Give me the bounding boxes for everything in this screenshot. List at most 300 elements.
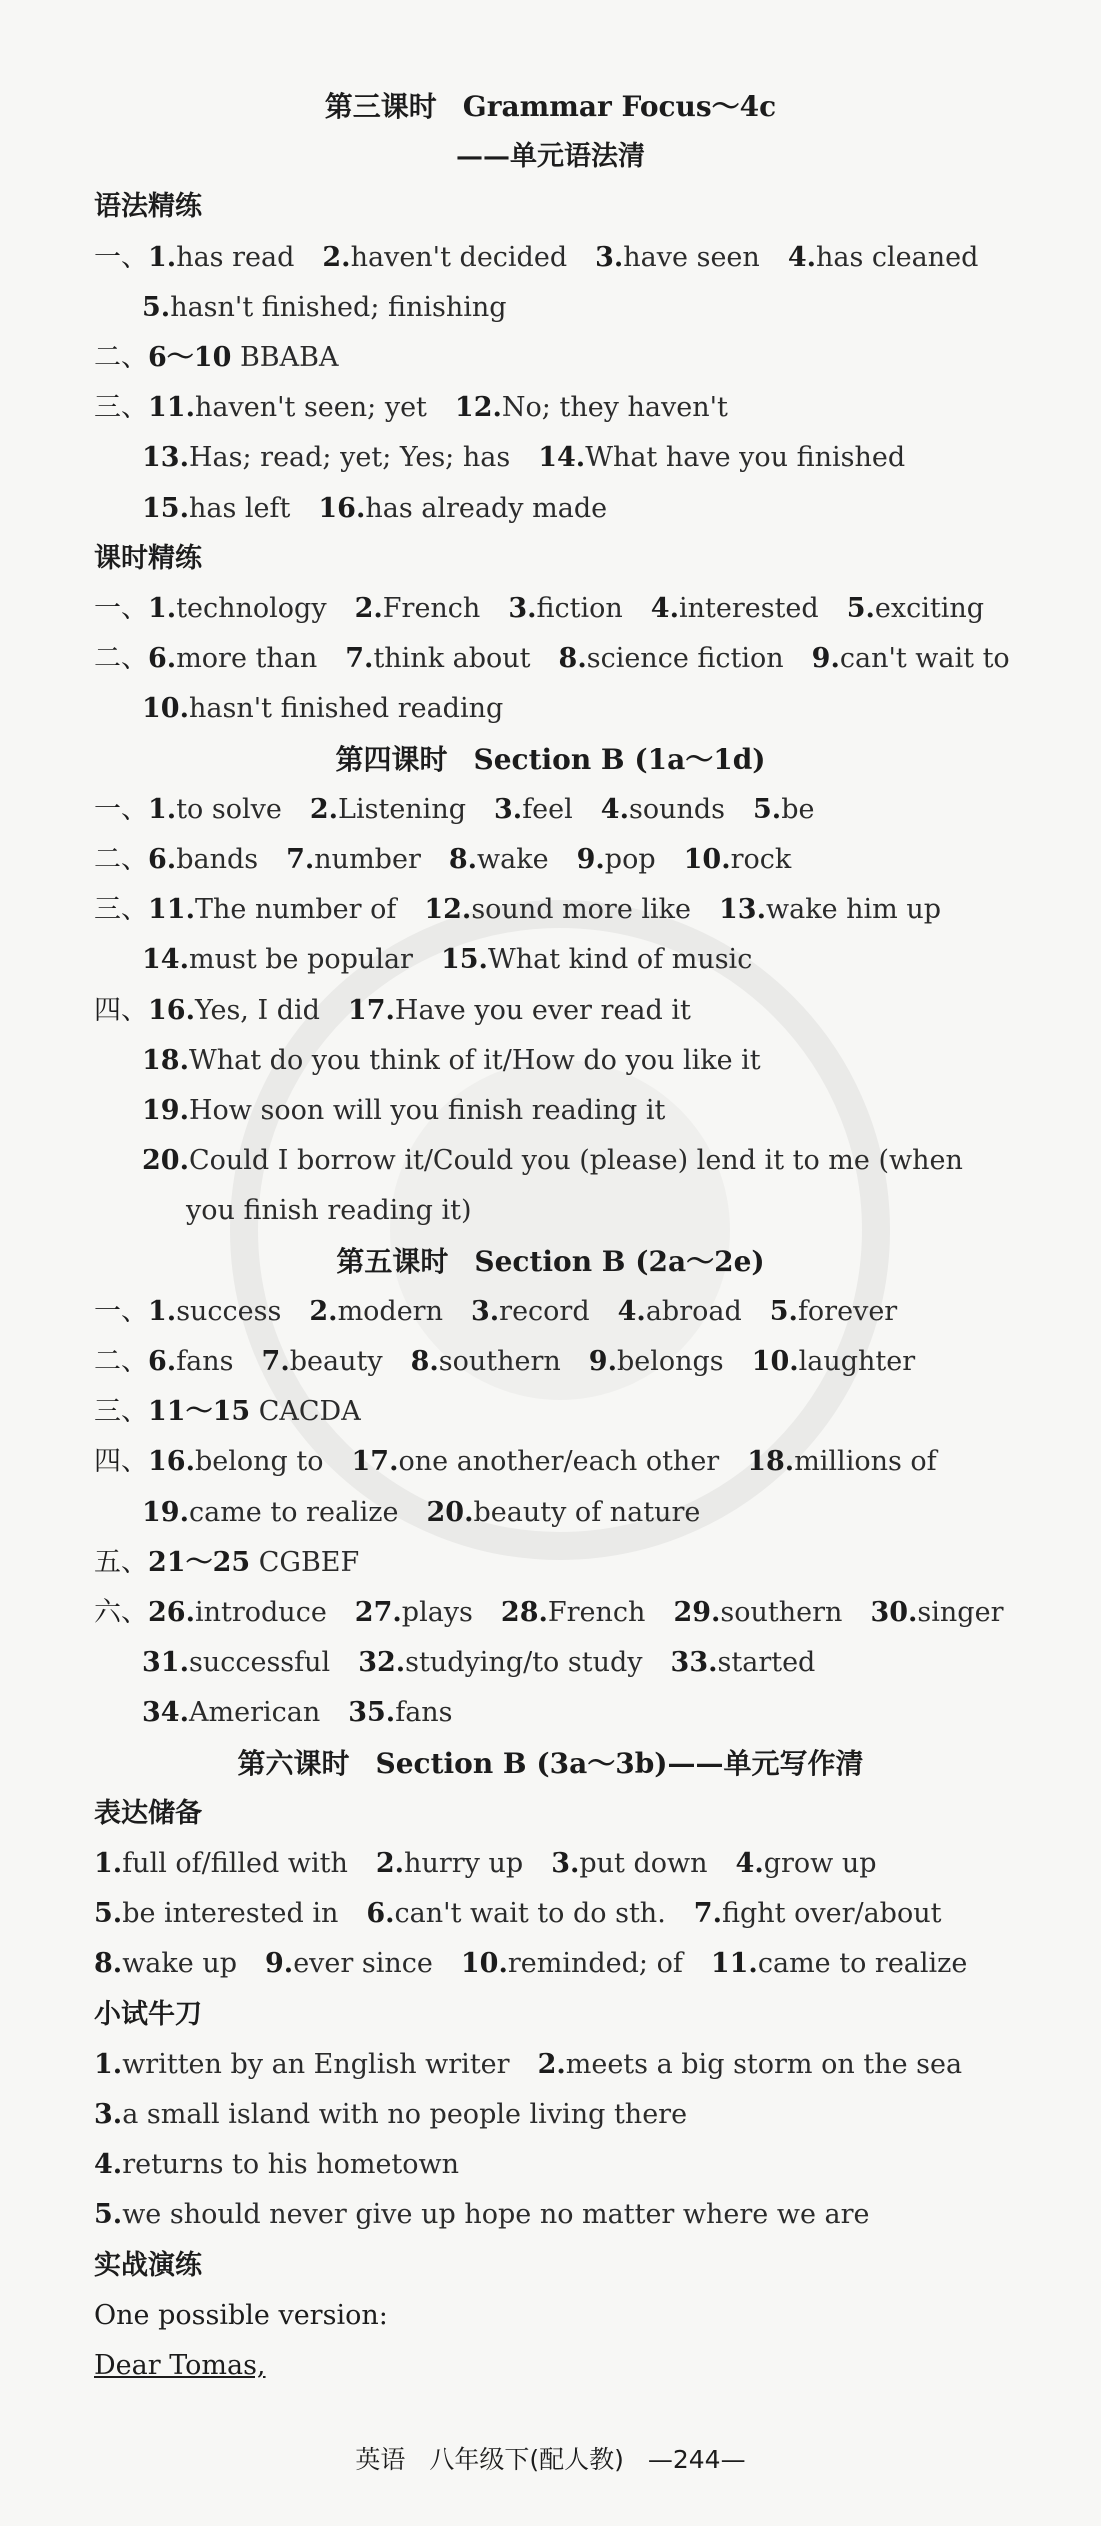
answer-text: Have you ever read it (394, 994, 691, 1026)
answer-row (0, 383, 1101, 433)
answer-row (0, 1688, 1101, 1738)
answer-text: French (382, 593, 481, 624)
answer-text: must be popular (188, 944, 413, 976)
answer-text: wake up (122, 1948, 237, 1980)
question-number: 9. (588, 1346, 617, 1377)
question-number: 2. (309, 793, 339, 825)
question-number: 20. (426, 1496, 474, 1528)
answer-item (148, 1337, 234, 1387)
answer-item (618, 1287, 742, 1337)
question-number: 10. (683, 844, 731, 875)
question-number: 27. (354, 1597, 402, 1628)
answer-item (142, 1086, 665, 1136)
answer-text: What do you think of it/How do you like it (188, 1044, 761, 1076)
answer-item (501, 1588, 646, 1638)
answer-item (355, 584, 481, 634)
answer-item (671, 1638, 816, 1688)
question-number: 2. (309, 1295, 338, 1327)
footer-grade: 八年级下(配人教) (429, 2445, 624, 2474)
answer-row (0, 1839, 1101, 1889)
answer-text: has read (176, 241, 295, 273)
question-number: 4. (94, 2149, 123, 2181)
question-number: 34. (142, 1697, 189, 1729)
answer-row (0, 433, 1101, 483)
question-number: 19. (142, 1095, 189, 1126)
answer-row (0, 2040, 1101, 2090)
question-group-number: 四、 (94, 994, 148, 1026)
answer-item (376, 1839, 523, 1889)
lesson-subtitle: ——单元语法清 (456, 141, 645, 173)
question-number: 7. (693, 1898, 722, 1930)
question-number: 17. (347, 994, 395, 1026)
answer-text: technology (176, 593, 327, 624)
answer-row (0, 1287, 1101, 1337)
answer-item (847, 584, 984, 634)
answer-item (310, 785, 466, 835)
answer-text: Yes, I did (194, 994, 320, 1026)
question-group-number: 三、 (94, 392, 148, 424)
answer-item (94, 1839, 348, 1889)
answer-item (309, 1287, 443, 1337)
answer-row (0, 1889, 1101, 1939)
answer-item (318, 484, 607, 534)
answer-text: returns to his hometown (122, 2149, 460, 2181)
answer-item (148, 1287, 281, 1337)
answer-text: be (781, 793, 815, 825)
question-number: 8. (94, 1948, 123, 1980)
answer-text: put down (579, 1848, 708, 1879)
answer-text: be interested in (122, 1898, 339, 1930)
answer-text: written by an English writer (122, 2048, 510, 2080)
question-number: 2. (375, 1848, 405, 1879)
answer-item (427, 1488, 701, 1538)
section-heading: 课时精练 (94, 542, 202, 574)
question-number: 10. (751, 1346, 799, 1377)
question-group-number: 一、 (94, 241, 148, 273)
answer-text: came to realize (757, 1948, 968, 1980)
question-number: 16. (318, 492, 366, 524)
answer-item (559, 634, 784, 684)
answer-text: has left (188, 492, 291, 524)
answer-text: ever since (293, 1948, 433, 1980)
question-number: 32. (358, 1647, 406, 1679)
question-number: 12. (454, 392, 502, 424)
answer-text: Has; read; yet; Yes; has (188, 442, 511, 474)
answer-item (148, 333, 338, 383)
answer-text: No; they haven't (501, 392, 728, 424)
answer-item (142, 1136, 963, 1186)
answer-text: hasn't finished reading (188, 693, 504, 725)
question-number: 18. (747, 1446, 795, 1478)
answer-text: laughter (798, 1346, 916, 1377)
question-number: 17. (351, 1446, 399, 1478)
answer-text: can't wait to (839, 643, 1010, 675)
answer-item (601, 785, 725, 835)
page-footer (0, 2440, 1101, 2480)
answer-item (348, 986, 691, 1036)
question-number: 1. (148, 1295, 177, 1327)
question-number: 7. (261, 1346, 290, 1377)
answer-text: came to realize (188, 1496, 399, 1528)
answer-row (0, 986, 1101, 1036)
answer-text: CACDA (250, 1396, 361, 1428)
answer-item (94, 2090, 687, 2140)
question-number: 8. (448, 844, 478, 875)
lesson-title-topic: Section B (1a～1d) (473, 742, 766, 776)
lesson-title-topic: Grammar Focus～4c (462, 90, 777, 123)
answer-text: haven't seen; yet (194, 392, 427, 424)
question-number: 14. (538, 442, 586, 474)
answer-text: CGBEF (250, 1546, 360, 1578)
answer-item (508, 584, 622, 634)
question-number: 6. (148, 844, 177, 875)
question-number: 4. (650, 593, 679, 624)
answer-item (694, 1889, 942, 1939)
question-number: 4. (787, 241, 816, 273)
answer-text: sounds (628, 793, 725, 825)
answer-text: wake him up (766, 894, 942, 926)
answer-item (142, 1638, 330, 1688)
question-number: 1. (94, 1848, 123, 1879)
question-group-number: 一、 (94, 593, 148, 624)
answer-text: interested (678, 593, 819, 624)
answer-item (711, 1939, 968, 1989)
answer-row (0, 584, 1101, 634)
answer-row (0, 1488, 1101, 1538)
question-number: 5. (753, 793, 782, 825)
question-number: 35. (348, 1697, 396, 1729)
answer-item (449, 835, 549, 885)
answer-text: abroad (645, 1295, 742, 1327)
answer-text: successful (188, 1647, 331, 1679)
answer-row (0, 1086, 1101, 1136)
question-number: 2. (354, 593, 383, 624)
answer-text: one another/each other (398, 1446, 720, 1478)
question-number: 3. (94, 2099, 123, 2130)
question-number: 9. (576, 844, 605, 875)
section-heading: 语法精练 (94, 191, 202, 223)
question-number: 6. (148, 643, 177, 675)
question-number: 4. (600, 793, 629, 825)
answer-text: What have you finished (585, 442, 906, 474)
answer-item (719, 885, 941, 935)
question-number: 4. (617, 1295, 646, 1327)
answer-item (366, 1889, 665, 1939)
answer-item (94, 1889, 338, 1939)
answer-item (94, 1939, 237, 1989)
question-number: 1. (148, 241, 177, 273)
question-number: 10. (142, 693, 189, 725)
answer-text: forever (797, 1295, 898, 1327)
answer-text: has already made (365, 492, 608, 524)
answer-row (0, 1337, 1101, 1387)
answer-text: feel (522, 793, 573, 825)
answer-item (142, 1688, 320, 1738)
question-number: 14. (142, 944, 189, 976)
answer-text: millions of (794, 1446, 937, 1478)
answer-text: beauty of nature (473, 1496, 701, 1528)
question-number: 16. (148, 1446, 195, 1478)
question-number: 8. (410, 1346, 439, 1377)
answer-item (148, 1437, 324, 1487)
answer-row (0, 2140, 1101, 2190)
answer-text: The number of (194, 894, 397, 926)
answer-item (148, 1588, 327, 1638)
lesson-title (0, 1237, 1101, 1287)
answer-item (455, 383, 728, 433)
answer-text: has cleaned (816, 241, 979, 273)
answer-text: modern (337, 1295, 443, 1327)
answer-item (651, 584, 819, 634)
answer-text: How soon will you finish reading it (188, 1095, 666, 1126)
answer-text: think about (373, 643, 531, 675)
answer-item (142, 1488, 399, 1538)
question-number: 5. (846, 593, 875, 624)
question-group-number: 五、 (94, 1546, 148, 1578)
question-number: 28. (500, 1597, 548, 1628)
answer-item (424, 885, 691, 935)
question-group-number: 三、 (94, 1396, 148, 1428)
question-number: 21～25 (148, 1546, 251, 1578)
answer-item (461, 1939, 683, 1989)
answer-item (148, 1387, 361, 1437)
question-number: 9. (811, 643, 840, 675)
answer-text: have seen (623, 241, 760, 273)
letter-greeting (0, 2341, 1101, 2391)
question-number: 13. (142, 442, 189, 474)
answer-text: to solve (176, 793, 282, 825)
question-number: 11. (148, 392, 195, 424)
question-group-number: 二、 (94, 643, 148, 675)
question-group-number: 一、 (94, 793, 148, 825)
question-number: 30. (870, 1597, 918, 1628)
lesson-title-number: 第四课时 (335, 742, 448, 776)
lesson-title-topic: Section B (2a～2e) (474, 1244, 765, 1278)
answer-item (345, 634, 530, 684)
answer-text: number (314, 844, 421, 875)
answer-row (0, 2190, 1101, 2240)
answer-item (148, 233, 294, 283)
question-number: 5. (142, 291, 171, 323)
answer-row (0, 1437, 1101, 1487)
question-number: 5. (94, 2199, 123, 2231)
question-number: 1. (148, 593, 177, 624)
answer-text: can't wait to do sth. (394, 1898, 666, 1930)
answer-text: French (547, 1597, 646, 1628)
lesson-title-number: 第五课时 (336, 1244, 449, 1278)
answer-text: exciting (874, 593, 984, 624)
question-number: 2. (322, 241, 351, 273)
answer-item (471, 1287, 590, 1337)
answer-item (441, 935, 752, 985)
question-number: 33. (670, 1647, 718, 1679)
answer-row (0, 835, 1101, 885)
answer-text: American (188, 1697, 321, 1729)
answer-text: more than (176, 643, 318, 675)
answer-row (0, 935, 1101, 985)
answer-item (788, 233, 979, 283)
section-heading: 实战演练 (94, 2249, 202, 2281)
answer-item (142, 433, 510, 483)
answer-text: we should never give up hope no matter where we are (122, 2199, 870, 2231)
question-group-number: 一、 (94, 1295, 148, 1327)
answer-item (577, 835, 656, 885)
question-number: 6. (148, 1346, 177, 1377)
question-group-number: 二、 (94, 844, 148, 875)
question-number: 18. (142, 1044, 189, 1076)
footer-subject: 英语 (355, 2445, 406, 2474)
answer-item (94, 2040, 510, 2090)
question-number: 11. (148, 894, 195, 926)
answer-item (94, 2140, 459, 2190)
answer-item (812, 634, 1010, 684)
answer-text: a small island with no people living there (122, 2099, 688, 2130)
question-number: 5. (769, 1295, 798, 1327)
question-number: 16. (148, 994, 195, 1026)
answer-text: plays (401, 1597, 473, 1628)
answer-text: bands (176, 844, 259, 875)
answer-row (0, 785, 1101, 835)
answer-row (0, 1638, 1101, 1688)
answer-item (142, 484, 290, 534)
question-number: 12. (424, 894, 472, 926)
answer-item (142, 1036, 761, 1086)
question-number: 3. (470, 1295, 500, 1327)
answer-item (752, 1337, 916, 1387)
answer-item (411, 1337, 561, 1387)
question-group-number: 六、 (94, 1597, 148, 1628)
answer-item (148, 383, 427, 433)
question-number: 3. (595, 241, 624, 273)
answer-text: sound more like (471, 894, 692, 926)
answer-text: reminded; of (507, 1948, 683, 1980)
answer-item (262, 1337, 383, 1387)
answer-row (0, 1588, 1101, 1638)
answer-row (0, 1538, 1101, 1588)
question-group-number: 四、 (94, 1446, 148, 1478)
answer-row (0, 2090, 1101, 2140)
footer-page-number: —244— (647, 2445, 746, 2474)
lesson-title-number: 第三课时 (324, 90, 437, 123)
answer-item (286, 835, 421, 885)
answer-text: Listening (338, 793, 466, 825)
answer-item (148, 986, 320, 1036)
answer-text: belongs (616, 1346, 724, 1377)
answer-item (736, 1839, 877, 1889)
question-number: 19. (142, 1496, 189, 1528)
answer-item (352, 1437, 720, 1487)
section-heading: 表达储备 (94, 1797, 202, 1829)
question-number: 7. (345, 643, 374, 675)
answer-item (494, 785, 573, 835)
answer-text: southern (438, 1346, 561, 1377)
answer-text: introduce (194, 1597, 327, 1628)
question-number: 3. (551, 1848, 580, 1879)
question-number: 6～10 (148, 342, 232, 373)
question-number: 29. (673, 1597, 721, 1628)
answer-item (747, 1437, 936, 1487)
question-number: 3. (494, 793, 523, 825)
answer-text: you finish reading it) (186, 1195, 472, 1227)
answer-item (148, 584, 327, 634)
answer-text: What kind of music (487, 944, 753, 976)
answer-item (551, 1839, 707, 1889)
question-group-number: 二、 (94, 342, 148, 373)
answer-item (348, 1688, 452, 1738)
answer-item (148, 1538, 359, 1588)
question-number: 2. (537, 2048, 566, 2080)
question-number: 26. (148, 1597, 195, 1628)
writing-intro-text: One possible version: (94, 2299, 388, 2331)
answer-item (265, 1939, 433, 1989)
answer-item (358, 1638, 642, 1688)
writing-intro (0, 2291, 1101, 2341)
question-number: 10. (460, 1948, 508, 1980)
question-number: 1. (94, 2048, 123, 2080)
answer-text: science fiction (586, 643, 784, 675)
section-heading: 小试牛刀 (94, 1998, 202, 2030)
answer-item (673, 1588, 842, 1638)
answer-text: fiction (536, 593, 623, 624)
answer-item (589, 1337, 724, 1387)
question-number: 5. (94, 1898, 123, 1930)
answer-row (0, 484, 1101, 534)
answer-text: Could I borrow it/Could you (please) lend it to me (when (188, 1145, 963, 1177)
answer-row (0, 684, 1101, 734)
answer-text: wake (477, 844, 549, 875)
answer-item (148, 634, 317, 684)
answer-item (753, 785, 814, 835)
answer-text: singer (917, 1597, 1004, 1628)
answer-row (0, 233, 1101, 283)
question-number: 15. (142, 492, 189, 524)
lesson-title-number: 第六课时 (237, 1746, 350, 1780)
answer-text: meets a big storm on the sea (565, 2048, 963, 2080)
answer-item (142, 684, 503, 734)
lesson-title-topic: Section B (3a～3b)——单元写作清 (375, 1746, 864, 1780)
answer-row (0, 1136, 1101, 1186)
answer-item (538, 433, 905, 483)
answer-row (0, 283, 1101, 333)
question-number: 3. (508, 593, 537, 624)
answer-item (186, 1186, 472, 1236)
answer-item (322, 233, 567, 283)
answer-item (148, 885, 396, 935)
answer-text: southern (720, 1597, 843, 1628)
answer-text: haven't decided (350, 241, 568, 273)
answer-text: fight over/about (721, 1898, 942, 1930)
question-number: 7. (286, 844, 315, 875)
answer-row (0, 1186, 1101, 1236)
answer-item (148, 835, 258, 885)
answer-item (870, 1588, 1003, 1638)
answer-text: studying/to study (405, 1647, 643, 1679)
question-number: 6. (366, 1898, 395, 1930)
answer-item (355, 1588, 473, 1638)
answer-text: full of/filled with (122, 1848, 348, 1879)
answer-text: BBABA (231, 342, 339, 373)
question-number: 20. (142, 1145, 189, 1177)
question-group-number: 二、 (94, 1346, 148, 1377)
lesson-title (0, 82, 1101, 132)
answer-text: fans (395, 1697, 453, 1729)
question-number: 4. (735, 1848, 764, 1879)
answer-text: beauty (289, 1346, 383, 1377)
answer-row (0, 1939, 1101, 1989)
question-number: 31. (142, 1647, 189, 1679)
answer-text: started (717, 1647, 816, 1679)
answer-item (538, 2040, 963, 2090)
